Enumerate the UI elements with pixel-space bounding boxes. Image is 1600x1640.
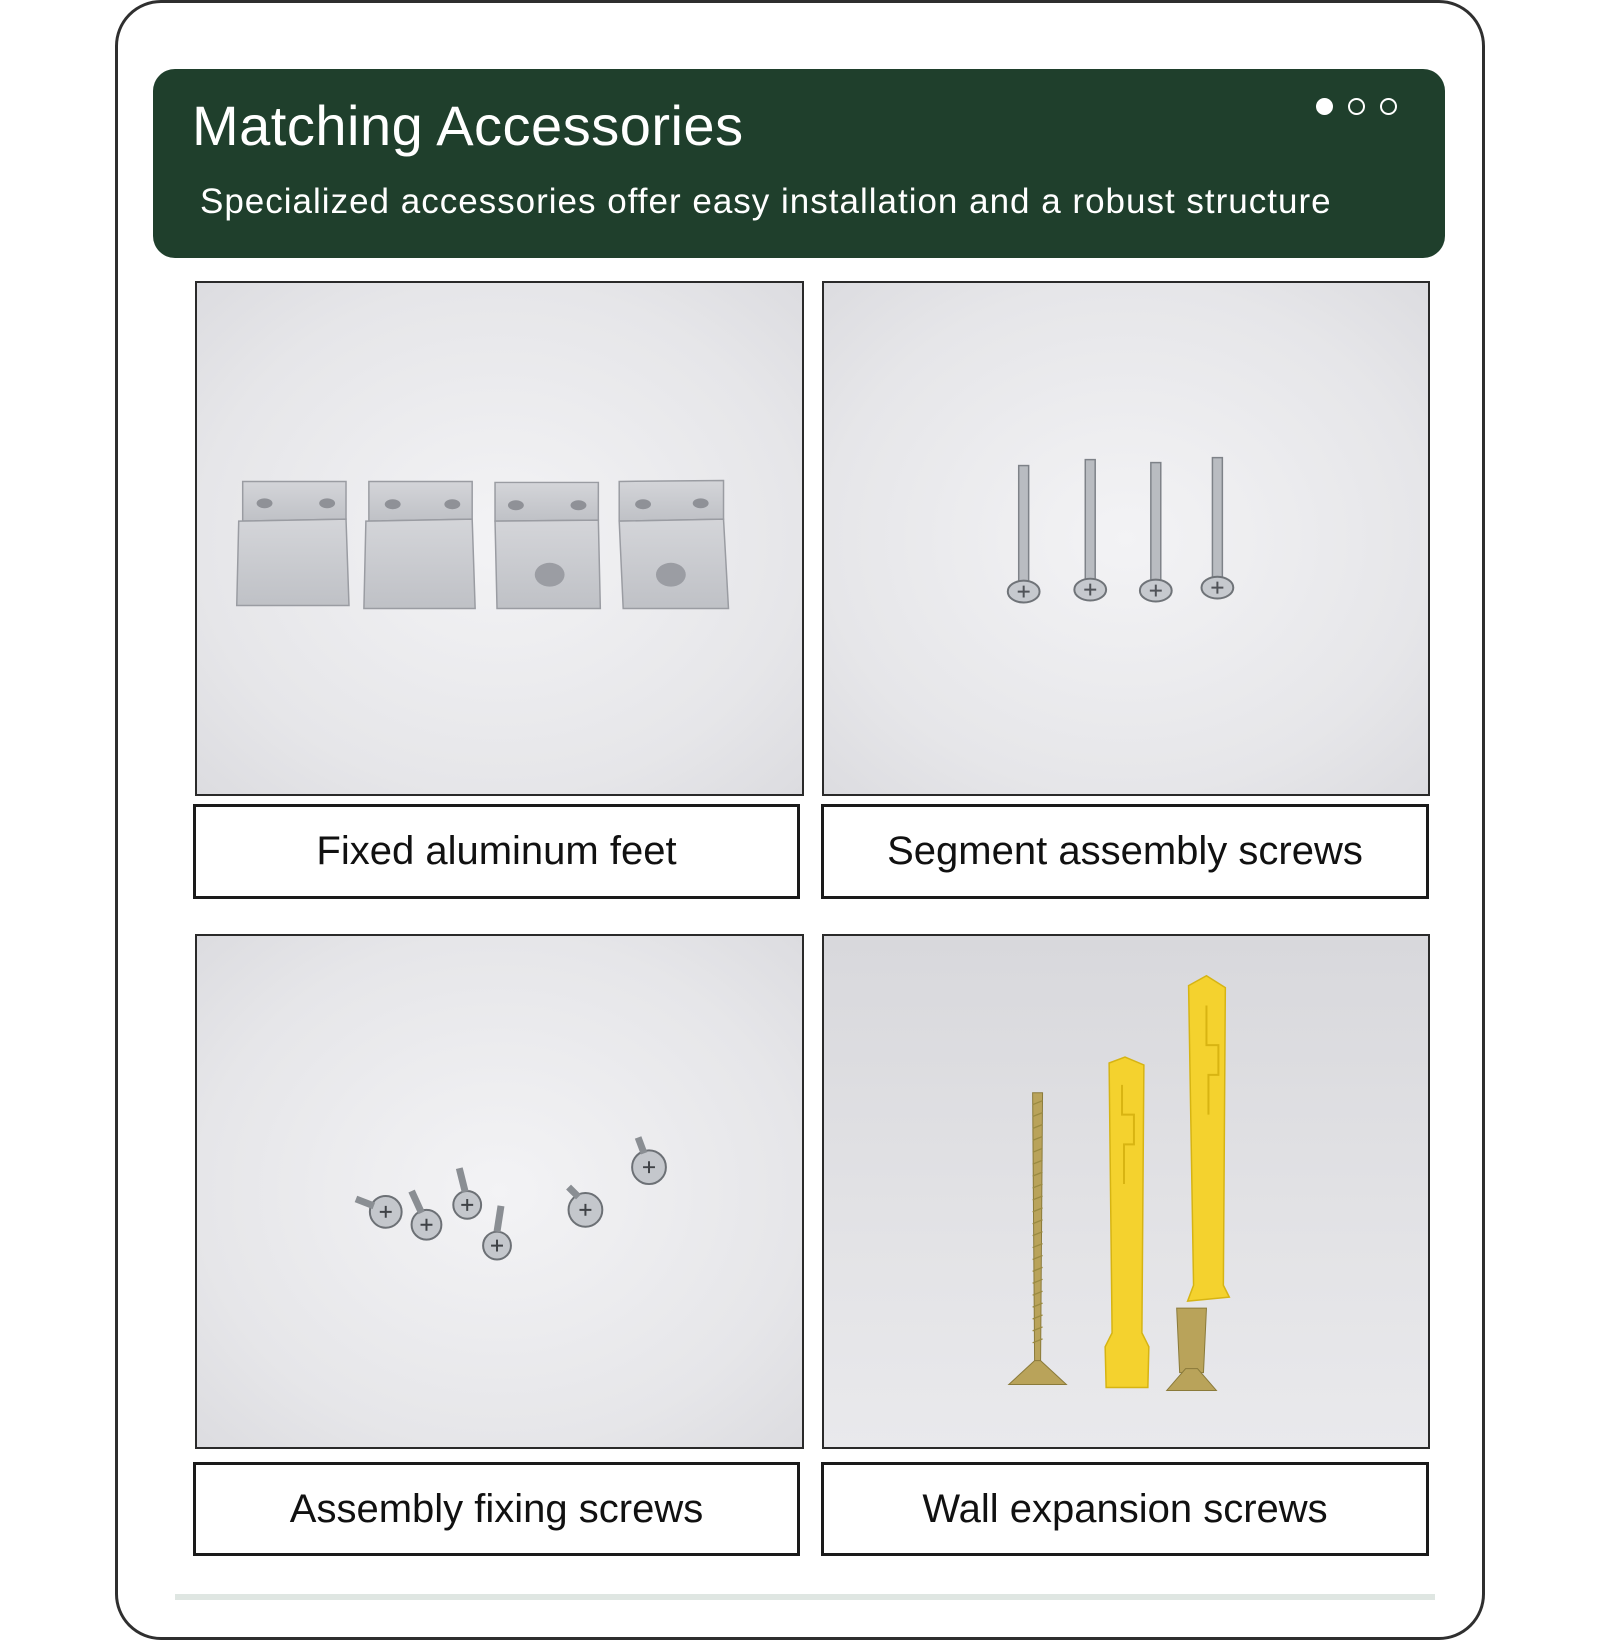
- section-divider: [175, 1594, 1435, 1600]
- long-screws-photo: [822, 281, 1430, 796]
- page-subtitle: Specialized accessories offer easy installation and a robust structure: [200, 182, 1332, 221]
- item-caption: Fixed aluminum feet: [193, 804, 800, 899]
- carousel-dot-2[interactable]: [1348, 98, 1365, 115]
- carousel-dot-3[interactable]: [1380, 98, 1397, 115]
- item-caption: Wall expansion screws: [821, 1462, 1429, 1556]
- carousel-indicator: [1316, 98, 1397, 115]
- wall-anchor-photo: [822, 934, 1430, 1449]
- aluminum-feet-photo: [195, 281, 804, 796]
- page-title: Matching Accessories: [192, 94, 744, 157]
- carousel-dot-1[interactable]: [1316, 98, 1333, 115]
- item-caption: Segment assembly screws: [821, 804, 1429, 899]
- header-banner: [153, 69, 1445, 258]
- short-screws-photo: [195, 934, 804, 1449]
- item-caption: Assembly fixing screws: [193, 1462, 800, 1556]
